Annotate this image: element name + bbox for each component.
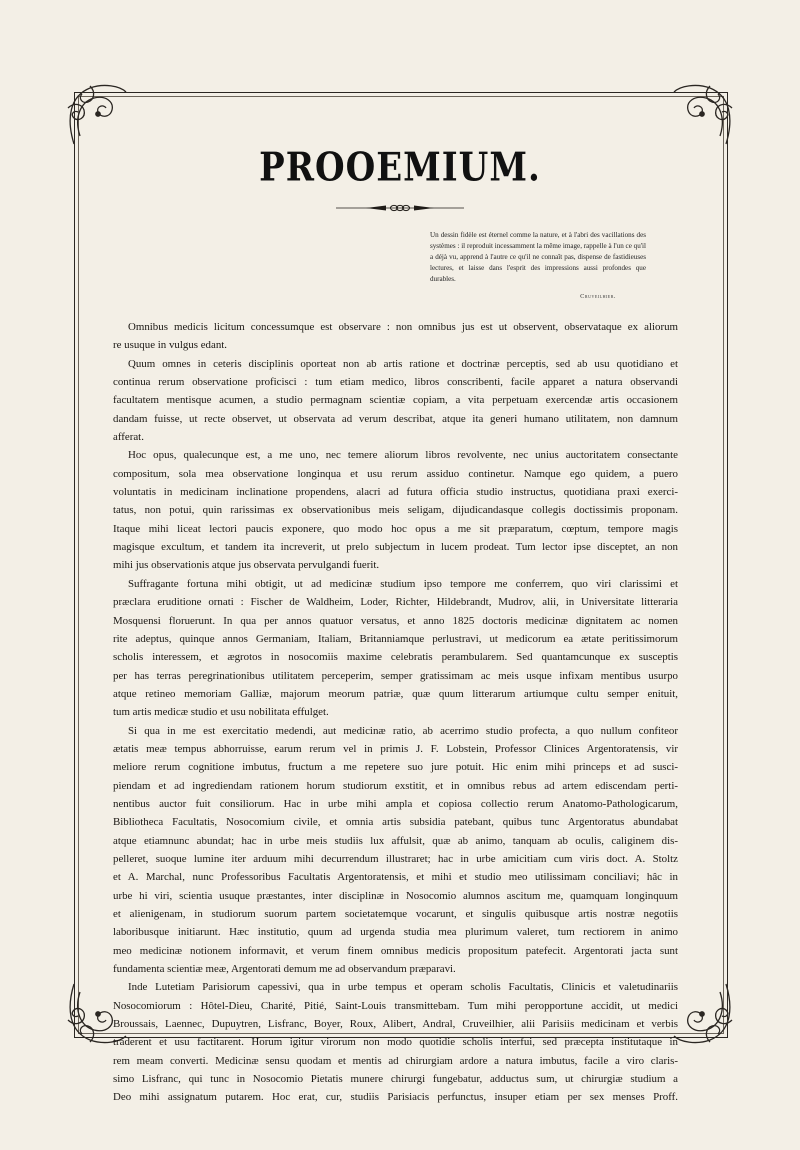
body-line: compositum, sola mea observatione longinqua et usu rerum assiduo continetur. Namque ego quidem, a puero: [113, 467, 678, 480]
body-line: scholis interessem, et ægrotos in nosocomiis maxime celebratis perambularem. Sed quantamcunque ex susceptis: [113, 651, 678, 664]
body-text: [113, 318, 678, 1107]
body-line: præclara eruditione ornati : Fischer de Waldheim, Loder, Richter, Hildebrandt, Mudrov, alii, in Universitate litteraria: [113, 596, 678, 609]
body-line: rite adeptus, quinque annos Germaniam, Italiam, Britanniamque perlustravi, ut medicorum ea ætate peritissimorum: [113, 632, 678, 645]
epigraph-quote: Un dessin fidèle est éternel comme la nature, et à l'abri des vacillations des systèmes : il reproduit incessamment la même image, rappelle à l'un ce qu'il a déjà vu, apprend à l'autre ce qu'il ne connaît pas, dispense de fastidieuses lectures, et laisse dans l'esprit des impressions aussi profondes que durables.: [430, 231, 646, 283]
body-line: meo medicinæ notionem informavit, et verum finem omnibus medicis propositum patefecit. Argentorati jacta sunt: [113, 944, 678, 957]
body-line: Si qua in me est exercitatio medendi, aut medicinæ ratio, ab acerrimo studio profecta, a quo nullum confiteor: [128, 724, 678, 737]
body-line: piendam et ad ingrediendam rationem horum studiorum exstitit, et in omnibus rebus ad artem ediscendam perti-: [113, 779, 678, 792]
body-line: simo Lisfranc, qui tunc in Nosocomio Pietatis munere chirurgi fungebatur, adductus sum, ut chirurgiæ studium a: [113, 1073, 678, 1086]
body-line: continua rerum observatione proficisci : tum etiam medico, libros conscribenti, facile apparet a natura observandi: [113, 376, 678, 389]
body-line: Hoc opus, qualecunque est, a me uno, nec temere aliorum libros revolvente, nec unius auctoritatem consectante: [128, 449, 678, 462]
body-line: atque etiamnunc abundat; hac in urbe meis studiis lux affulsit, quæ ab animo, tanquam ab oculis, caliginem dis-: [113, 834, 678, 847]
body-line: laboribusque initiarunt. Hæc institutio, quum ad urgenda studia mea plurimum valeret, tum rectiorem in animo: [113, 926, 678, 939]
body-line: Deo mihi assignatum putarem. Hoc erat, cur, studiis Parisiacis perfunctus, insuper etiam per sex menses Proff.: [113, 1091, 678, 1104]
body-line: Suffragante fortuna mihi obtigit, ut ad medicinæ studium ipso tempore me conferrem, quo viri clarissimi et: [128, 577, 678, 590]
body-line: nentibus auctor fuit consiliorum. Hac in urbe mihi ampla et copiosa collectio rerum Anatomo-Pathologicarum,: [113, 797, 678, 810]
body-line: Nosocomiorum : Hôtel-Dieu, Charité, Pitié, Saint-Louis transmittebam. Tum mihi peropportune accidit, ut medici: [113, 999, 678, 1012]
body-line: urbe hi viri, scientia usuque præstantes, inter disciplinæ in Nosocomio alumnos ascitum me, quamquam longinquum: [113, 889, 678, 902]
body-line: tum artis medicæ studio et usu nobilitata effulget.: [113, 706, 329, 719]
body-line: Omnibus medicis licitum concessumque est observare : non omnibus jus est ut observent, observataque ex aliorum: [128, 321, 678, 333]
body-line: Mosquensi floruerunt. In qua per annos quatuor versatus, et anno 1825 doctoris medicinæ dignitatem ac nomen: [113, 614, 678, 627]
epigraph-author: Cruveilhier.: [580, 293, 616, 300]
body-line: pelleret, suoque lumine iter arduum mihi decurrendum illustraret; hac in urbe amicitiam cum viris doct. A. Stoltz: [113, 852, 678, 865]
corner-ornament-top-left: [60, 78, 132, 150]
body-line: Bibliotheca Facultatis, Nosocomium civile, et omnia artis subsidia patebant, quibus tunc Argentoratus abundabat: [113, 816, 678, 829]
body-line: facultatem mentisque acumen, a studio permagnam scientiæ copiam, a vita perpetuam exercendæ artis occasionem: [113, 394, 678, 407]
body-line: re usuque in vulgus edant.: [113, 339, 228, 352]
body-line: afferat.: [113, 431, 144, 444]
corner-ornament-top-right: [668, 78, 740, 150]
corner-ornament-bottom-right: [668, 978, 740, 1050]
body-line: Itaque mihi liceat lectori paucis exponere, quo modo hoc opus a me sit præparatum, cœptum, tempore magis: [113, 522, 678, 535]
body-line: Quum omnes in ceteris disciplinis oporteat non ab artis ratione et doctrinæ perceptis, sed ab usu quotidiano et: [128, 357, 678, 370]
body-line: magisque excultum, et tandem ita increverit, ut prelo subjectum in lucem prodeat. Tum lector ipse disceptet, an non: [113, 541, 678, 554]
body-line: dandam fuisse, ut recte observet, ut observata ad verum describat, atque ita generi humano utilitatem, non damnum: [113, 412, 678, 425]
body-line: voluntatis in medicinam inclinatione propendens, alacri ad futura officia studio instructus, quotidiana praxi exerci-: [113, 486, 678, 499]
body-line: tatus, non potui, quin rarissimas ex observationibus meis seligam, dijudicandasque collegis doctissimis proponam.: [113, 504, 678, 517]
body-line: traderent et usu factitarent. Horum igitur virorum non modo quotidie scholis interfui, sed præcepta institutaque in: [113, 1036, 678, 1049]
body-line: meliore rerum cognitione imbutus, fructum a me repetere suo jure potuit. Hic enim mihi princeps et ad susci-: [113, 761, 678, 774]
body-line: et alienigenam, in studiorum suorum partem societatemque vocarunt, et singulis quibusque artis nostræ negotiis: [113, 908, 678, 920]
body-line: fundamenta scientiæ meæ, Argentorati demum me ad observandum præparavi.: [113, 963, 456, 976]
body-line: ætatis meæ tempus abhorruisse, earum rerum vel in primis J. F. Lobstein, Professor Clinices Argentoratensis, vir: [113, 742, 678, 755]
body-line: et A. Marchal, nunc Professoribus Facultatis Argentoratensis, et mihi et studio meo utilissimam conciliavi; hâc in: [113, 871, 678, 884]
title-ornamental-rule: [330, 200, 470, 214]
body-line: mihi jus observationis atque jus observata pervulgandi fuerit.: [113, 559, 380, 572]
body-line: atque retineo memoriam Galliæ, majorum meorum patriæ, quæ quum litterarum artiumque cultu semper enituit,: [113, 687, 678, 700]
page-title: PROOEMIUM.: [259, 145, 541, 191]
body-line: rem meam converti. Medicinæ sensu quodam et mentis ad chirurgiam ardore a natura imbutus, facile a viro claris-: [113, 1054, 678, 1067]
body-line: per has terras peregrinationibus utilitatem perceperim, semper gratissimam ac meis usque infixam mentibus usurpo: [113, 669, 678, 682]
body-line: Broussais, Laennec, Dupuytren, Lisfranc, Boyer, Roux, Alibert, Andral, Cruveilhier, alii Parisiis medicinam et verbis: [113, 1018, 678, 1031]
body-line: Inde Lutetiam Parisiorum capessivi, qua in urbe tempus et operam scholis Facultatis, Clinicis et valetudinariis: [128, 981, 678, 994]
